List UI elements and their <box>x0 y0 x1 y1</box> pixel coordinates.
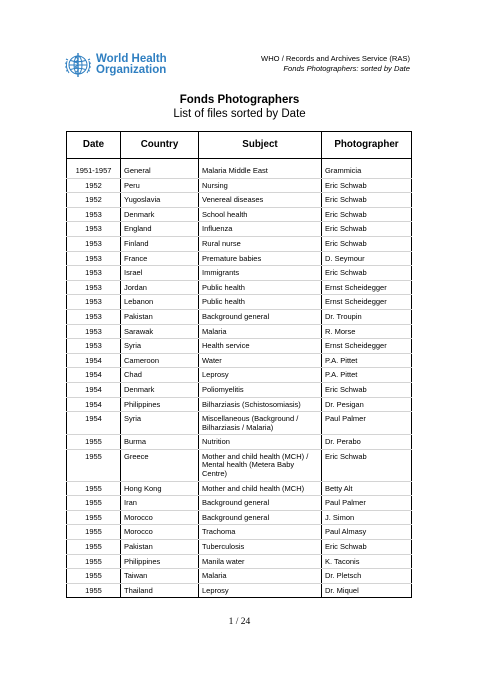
country-cell: Thailand <box>121 583 199 598</box>
photographer-cell: Paul Palmer <box>322 412 412 435</box>
date-cell: 1955 <box>67 554 121 569</box>
country-cell: Finland <box>121 236 199 251</box>
date-cell: 1953 <box>67 339 121 354</box>
table-row <box>67 382 412 397</box>
photographer-cell: P.A. Pittet <box>322 368 412 383</box>
table-row <box>67 510 412 525</box>
subject-cell: Background general <box>199 496 322 511</box>
subject-cell: Health service <box>199 339 322 354</box>
table-row <box>67 397 412 412</box>
org-name <box>96 54 167 76</box>
country-cell: Pakistan <box>121 309 199 324</box>
country-cell: Peru <box>121 178 199 193</box>
subject-cell: Nursing <box>199 178 322 193</box>
who-emblem-icon <box>64 51 92 79</box>
country-cell: Syria <box>121 412 199 435</box>
country-cell: Yugoslavia <box>121 193 199 208</box>
table-row <box>67 481 412 496</box>
table-header-row <box>67 132 412 159</box>
date-cell: 1953 <box>67 207 121 222</box>
table-row <box>67 353 412 368</box>
country-cell: England <box>121 222 199 237</box>
table-row <box>67 412 412 435</box>
date-cell: 1953 <box>67 309 121 324</box>
date-cell: 1954 <box>67 412 121 435</box>
subject-cell: Tuberculosis <box>199 540 322 555</box>
document-title-block <box>0 93 479 121</box>
subject-cell: Leprosy <box>199 583 322 598</box>
photographer-cell: Eric Schwab <box>322 266 412 281</box>
photographer-cell: Dr. Perabo <box>322 435 412 450</box>
table-body <box>67 159 412 598</box>
country-cell: Morocco <box>121 525 199 540</box>
country-cell: Lebanon <box>121 295 199 310</box>
photographer-cell: Grammicia <box>322 164 412 178</box>
subject-cell: Manila water <box>199 554 322 569</box>
table-row <box>67 266 412 281</box>
country-cell: Denmark <box>121 382 199 397</box>
table-row <box>67 435 412 450</box>
table-row <box>67 178 412 193</box>
photographer-cell: Paul Almasy <box>322 525 412 540</box>
subject-cell: Premature babies <box>199 251 322 266</box>
date-cell: 1953 <box>67 251 121 266</box>
table-row <box>67 280 412 295</box>
photographer-cell: P.A. Pittet <box>322 353 412 368</box>
subject-cell: Background general <box>199 309 322 324</box>
photographer-cell: Eric Schwab <box>322 193 412 208</box>
photographer-cell: D. Seymour <box>322 251 412 266</box>
date-cell: 1953 <box>67 324 121 339</box>
subject-cell: Malaria Middle East <box>199 164 322 178</box>
org-name-line1: World Health <box>96 53 167 65</box>
subject-cell: Public health <box>199 295 322 310</box>
photographer-cell: Dr. Troupin <box>322 309 412 324</box>
photographer-cell: Eric Schwab <box>322 449 412 481</box>
header-subtitle: Fonds Photographers: sorted by Date <box>283 64 410 73</box>
table-row <box>67 569 412 584</box>
document-title: Fonds Photographers <box>179 94 300 106</box>
country-cell: Philippines <box>121 554 199 569</box>
table-row <box>67 554 412 569</box>
subject-cell: Rural nurse <box>199 236 322 251</box>
photographer-cell: Eric Schwab <box>322 207 412 222</box>
country-cell: General <box>121 164 199 178</box>
table-row <box>67 222 412 237</box>
date-cell: 1954 <box>67 368 121 383</box>
table-row <box>67 583 412 598</box>
photographer-cell: Ernst Scheidegger <box>322 295 412 310</box>
table-row <box>67 236 412 251</box>
photographer-cell: Ernst Scheidegger <box>322 339 412 354</box>
table-row <box>67 525 412 540</box>
subject-cell: Leprosy <box>199 368 322 383</box>
subject-cell: Water <box>199 353 322 368</box>
subject-cell: Public health <box>199 280 322 295</box>
country-cell: Morocco <box>121 510 199 525</box>
table-row <box>67 324 412 339</box>
date-cell: 1952 <box>67 178 121 193</box>
subject-cell: Miscellaneous (Background / Bilharziasis / Malaria) <box>199 412 322 435</box>
table-row <box>67 295 412 310</box>
document-subtitle: List of files sorted by Date <box>173 108 306 120</box>
table-row <box>67 309 412 324</box>
country-cell: Pakistan <box>121 540 199 555</box>
files-table <box>66 131 412 598</box>
country-cell: France <box>121 251 199 266</box>
date-cell: 1953 <box>67 266 121 281</box>
date-cell: 1955 <box>67 449 121 481</box>
photographer-cell: Ernst Scheidegger <box>322 280 412 295</box>
subject-cell: Poliomyelitis <box>199 382 322 397</box>
country-cell: Jordan <box>121 280 199 295</box>
photographer-cell: K. Taconis <box>322 554 412 569</box>
date-cell: 1955 <box>67 496 121 511</box>
column-header-photographer: Photographer <box>322 132 412 159</box>
country-cell: Taiwan <box>121 569 199 584</box>
country-cell: Israel <box>121 266 199 281</box>
country-cell: Hong Kong <box>121 481 199 496</box>
photographer-cell: Paul Palmer <box>322 496 412 511</box>
subject-cell: Bilharziasis (Schistosomiasis) <box>199 397 322 412</box>
country-cell: Sarawak <box>121 324 199 339</box>
photographer-cell: Betty Alt <box>322 481 412 496</box>
photographer-cell: Eric Schwab <box>322 236 412 251</box>
table-row <box>67 339 412 354</box>
date-cell: 1955 <box>67 569 121 584</box>
country-cell: Denmark <box>121 207 199 222</box>
date-cell: 1953 <box>67 222 121 237</box>
country-cell: Iran <box>121 496 199 511</box>
photographer-cell: J. Simon <box>322 510 412 525</box>
photographer-cell: Eric Schwab <box>322 178 412 193</box>
subject-cell: Mother and child health (MCH) / Mental health (Metera Baby Centre) <box>199 449 322 481</box>
date-cell: 1955 <box>67 583 121 598</box>
column-header-subject: Subject <box>199 132 322 159</box>
subject-cell: Mother and child health (MCH) <box>199 481 322 496</box>
country-cell: Chad <box>121 368 199 383</box>
photographer-cell: Dr. Pletsch <box>322 569 412 584</box>
photographer-cell: Eric Schwab <box>322 382 412 397</box>
table-row <box>67 164 412 178</box>
date-cell: 1953 <box>67 236 121 251</box>
date-cell: 1951-1957 <box>67 164 121 178</box>
date-cell: 1955 <box>67 540 121 555</box>
org-name-line2: Organization <box>96 64 167 76</box>
date-cell: 1955 <box>67 481 121 496</box>
date-cell: 1953 <box>67 295 121 310</box>
subject-cell: Malaria <box>199 324 322 339</box>
country-cell: Philippines <box>121 397 199 412</box>
photographer-cell: Dr. Pesigan <box>322 397 412 412</box>
subject-cell: Malaria <box>199 569 322 584</box>
date-cell: 1955 <box>67 435 121 450</box>
who-logo <box>64 51 167 79</box>
service-name: WHO / Records and Archives Service (RAS) <box>261 54 410 63</box>
photographer-cell: R. Morse <box>322 324 412 339</box>
date-cell: 1954 <box>67 353 121 368</box>
subject-cell: Immigrants <box>199 266 322 281</box>
date-cell: 1955 <box>67 525 121 540</box>
country-cell: Syria <box>121 339 199 354</box>
photographer-cell: Dr. Miquel <box>322 583 412 598</box>
subject-cell: Trachoma <box>199 525 322 540</box>
column-header-date: Date <box>67 132 121 159</box>
subject-cell: Nutrition <box>199 435 322 450</box>
subject-cell: School health <box>199 207 322 222</box>
photographer-cell: Eric Schwab <box>322 222 412 237</box>
country-cell: Cameroon <box>121 353 199 368</box>
column-header-country: Country <box>121 132 199 159</box>
table-row <box>67 193 412 208</box>
page-number: 1 / 24 <box>228 617 251 627</box>
date-cell: 1952 <box>67 193 121 208</box>
table-row <box>67 449 412 481</box>
table-row <box>67 251 412 266</box>
table-row <box>67 207 412 222</box>
subject-cell: Influenza <box>199 222 322 237</box>
table-row <box>67 496 412 511</box>
date-cell: 1954 <box>67 382 121 397</box>
document-header <box>261 54 410 74</box>
country-cell: Burma <box>121 435 199 450</box>
photographer-cell: Eric Schwab <box>322 540 412 555</box>
country-cell: Greece <box>121 449 199 481</box>
date-cell: 1954 <box>67 397 121 412</box>
table-row <box>67 540 412 555</box>
table-row <box>67 368 412 383</box>
date-cell: 1955 <box>67 510 121 525</box>
date-cell: 1953 <box>67 280 121 295</box>
subject-cell: Background general <box>199 510 322 525</box>
subject-cell: Venereal diseases <box>199 193 322 208</box>
